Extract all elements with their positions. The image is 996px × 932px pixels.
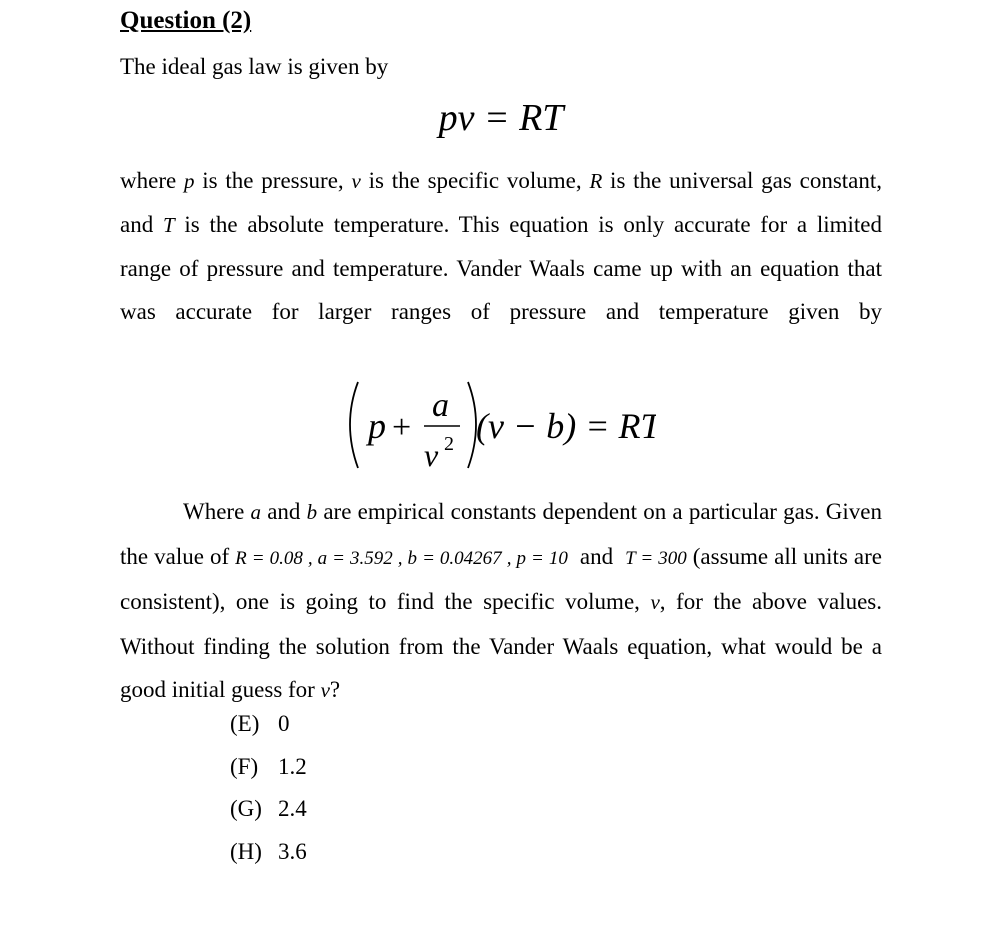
- given-values-paragraph: [120, 490, 882, 713]
- text-segment: is the specific volume,: [360, 168, 590, 193]
- ideal-gas-equation: pv = RT: [438, 97, 564, 139]
- option-letter: (G): [230, 796, 262, 821]
- var-v: v: [650, 590, 660, 614]
- vdw-p: p: [368, 406, 386, 446]
- option-value: 0: [278, 711, 290, 736]
- option-f: [230, 749, 307, 792]
- var-p: p: [183, 169, 195, 193]
- option-letter: (F): [230, 753, 259, 779]
- answer-options: [230, 706, 307, 876]
- vdw-rhs: (v − b) = RT: [476, 406, 656, 446]
- given-T: T = 300: [625, 547, 687, 569]
- left-paren-large: [350, 382, 358, 468]
- option-value: 1.2: [278, 753, 307, 779]
- var-v: v: [320, 678, 330, 702]
- text-segment: Where: [183, 499, 251, 524]
- text-segment: and: [261, 499, 307, 524]
- vdw-v: v: [424, 437, 439, 473]
- option-value: 2.4: [278, 796, 307, 821]
- option-letter: (E): [230, 711, 260, 736]
- van-der-waals-equation: [346, 376, 656, 476]
- question-title: Question (2): [120, 7, 252, 34]
- definitions-paragraph: [120, 159, 882, 333]
- var-a: a: [250, 500, 261, 524]
- text-segment: ?: [329, 677, 341, 702]
- text-segment: is the absolute temperature. This equation is only accurate for a limited range of pressure and temperature. Vander Waals came up with an equation that was accurate for larger ranges of pressure and temperature given by: [120, 212, 882, 324]
- text-and: and: [579, 543, 614, 569]
- given-values: R = 0.08 , a = 3.592 , b = 0.04267 , p = 10: [235, 547, 568, 569]
- text-segment: , for the above values. Without finding the solution from the Vander Waals equation, what would be a good initial guess for: [120, 589, 882, 702]
- var-v: v: [351, 169, 361, 193]
- option-letter: (H): [230, 838, 262, 864]
- vdw-exponent: 2: [444, 433, 454, 455]
- text-segment: are empirical constants dependent on a particular gas. Given the value of: [120, 499, 882, 569]
- var-R: R: [589, 169, 603, 193]
- right-paren-large: [468, 382, 476, 468]
- intro-text: The ideal gas law is given by: [120, 54, 389, 79]
- vdw-plus: +: [392, 409, 412, 446]
- option-g: [230, 791, 307, 834]
- text-segment: is the pressure,: [194, 168, 352, 193]
- option-e: [230, 706, 307, 749]
- option-value: 3.6: [278, 838, 307, 864]
- var-T: T: [162, 213, 175, 237]
- vdw-a: a: [432, 387, 449, 424]
- option-h: [230, 834, 307, 877]
- text-segment: (assume all units are consistent), one is going to find the specific volume,: [120, 543, 882, 614]
- vdw-equation-svg: [346, 376, 656, 476]
- text-segment: where: [120, 168, 184, 193]
- var-b: b: [306, 500, 318, 524]
- text-segment: is the universal gas constant, and: [120, 168, 883, 237]
